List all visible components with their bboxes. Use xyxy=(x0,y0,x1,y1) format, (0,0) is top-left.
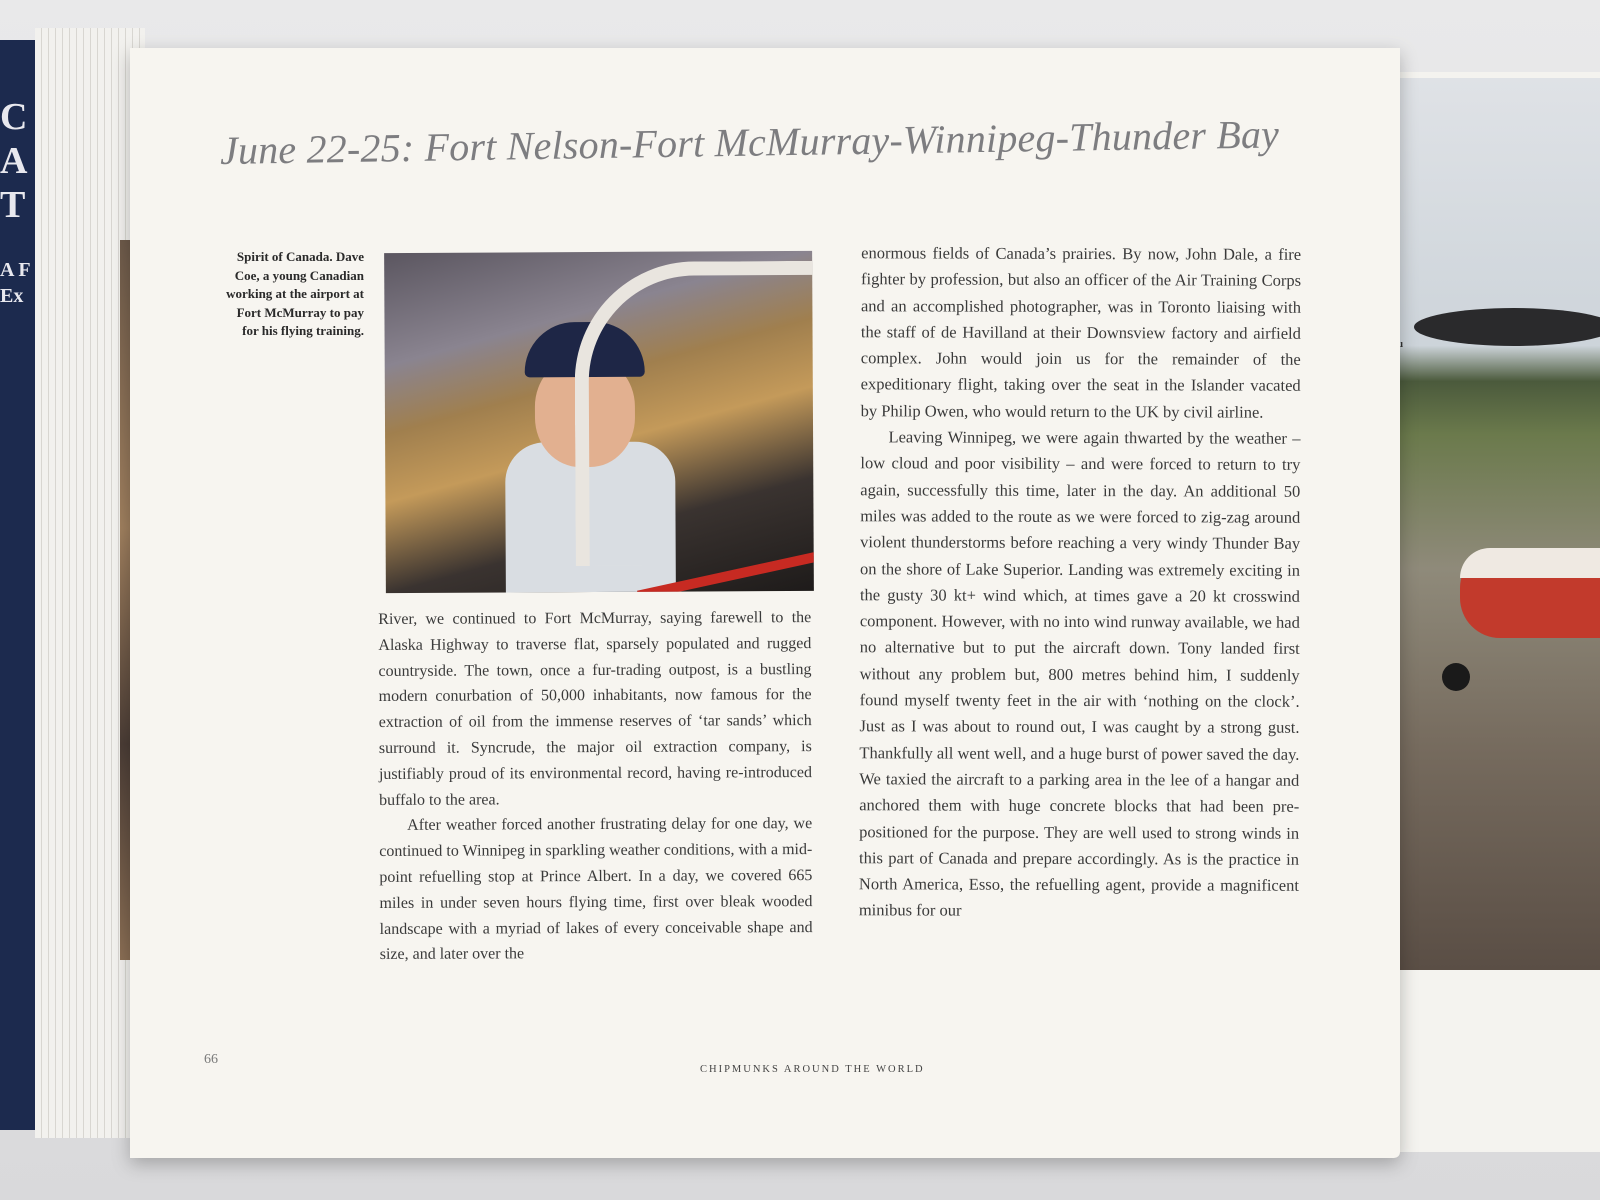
cover-letter: C xyxy=(0,96,28,138)
paragraph: Leaving Winnipeg, we were again thwarted by the weather – low cloud and poor visibility – and were forced to return to try again, successfully this time, later in the day. An additional 50 miles was added to the route as we were forced to zig-zag around violent thunderstorms before reaching a very windy Thunder Bay on the shore of Lake Superior. Landing was extremely exciting in the gusty 30 kt+ wind which, at times gave a 20 kt crosswind component. However, with no into wind runway available, we had no alternative but to put the aircraft down. Tony landed first without any problem but, 800 metres behind him, I suddenly found myself twenty feet in the air with ‘nothing on the clock’. Just as I was about to round out, I was caught by a strong gust. Thankfully all went well, and a huge burst of power saved the day. We taxied the aircraft to a parking area in the lee of a hangar and anchored them with huge concrete blocks that had been pre-positioned for the purpose. They are well used to strong winds in this part of Canada and prepare accordingly. As is the practice in North America, Esso, the refuelling agent, provide a magnificent minibus for our xyxy=(858,427,1301,921)
aircraft-wheel xyxy=(1442,663,1470,691)
paragraph: After weather forced another frustrating delay for one day, we continued to Winnipeg in sparkling weather conditions, with a mid-point refuelling stop at Prince Albert. In a day, we covered 665 miles in under seven hours flying time, first over bleak wooded landscape with a myriad of lakes of every conceivable shape and size, and later over the xyxy=(379,815,813,964)
aircraft-wing xyxy=(1414,308,1600,346)
photo-caption: Spirit of Canada. Dave Coe, a young Canadian working at the airport at Fort McMurray to pay for his flying training. xyxy=(226,249,364,338)
cockpit-canopy-frame xyxy=(574,261,814,566)
cover-letter: Ex xyxy=(0,285,24,307)
aircraft-photo xyxy=(1398,78,1600,970)
paragraph: River, we continued to Fort McMurray, saying farewell to the Alaska Highway to traverse flat, sparsely populated and rugged countryside. The town, once a fur-trading outpost, is a bustling modern conurbation of 50,000 inhabitants, now famous for the extraction of oil from the immense reserves of ‘tar sands’ which surround it. Syncrude, the major oil extraction company, is justifiably proud of its environmental record, having re-introduced buffalo to the area. xyxy=(378,609,812,809)
text-column-right xyxy=(859,240,1301,925)
text-column-left xyxy=(378,605,813,968)
running-footer: CHIPMUNKS AROUND THE WORLD xyxy=(700,1064,925,1075)
cover-letter: A xyxy=(0,140,28,182)
page-number: 66 xyxy=(204,1052,218,1067)
paragraph: enormous fields of Canada’s prairies. By now, John Dale, a fire fighter by profession, but also an officer of the Air Training Corps and an accomplished photographer, was in Toronto liaising with the staff of de Havilland at their Downsview factory and airfield complex. John would join us for the remainder of the expeditionary flight, taking over the seat in the Islander vacated by Philip Owen, who would return to the UK by civil airline. xyxy=(860,243,1302,422)
cockpit-photo xyxy=(384,251,814,593)
cover-letter: T xyxy=(0,184,26,226)
cover-letter: A F xyxy=(0,259,31,281)
chapter-title: June 22-25: Fort Nelson-Fort McMurray-Winnipeg-Thunder Bay xyxy=(219,111,1280,173)
aircraft-canopy xyxy=(1460,548,1600,578)
